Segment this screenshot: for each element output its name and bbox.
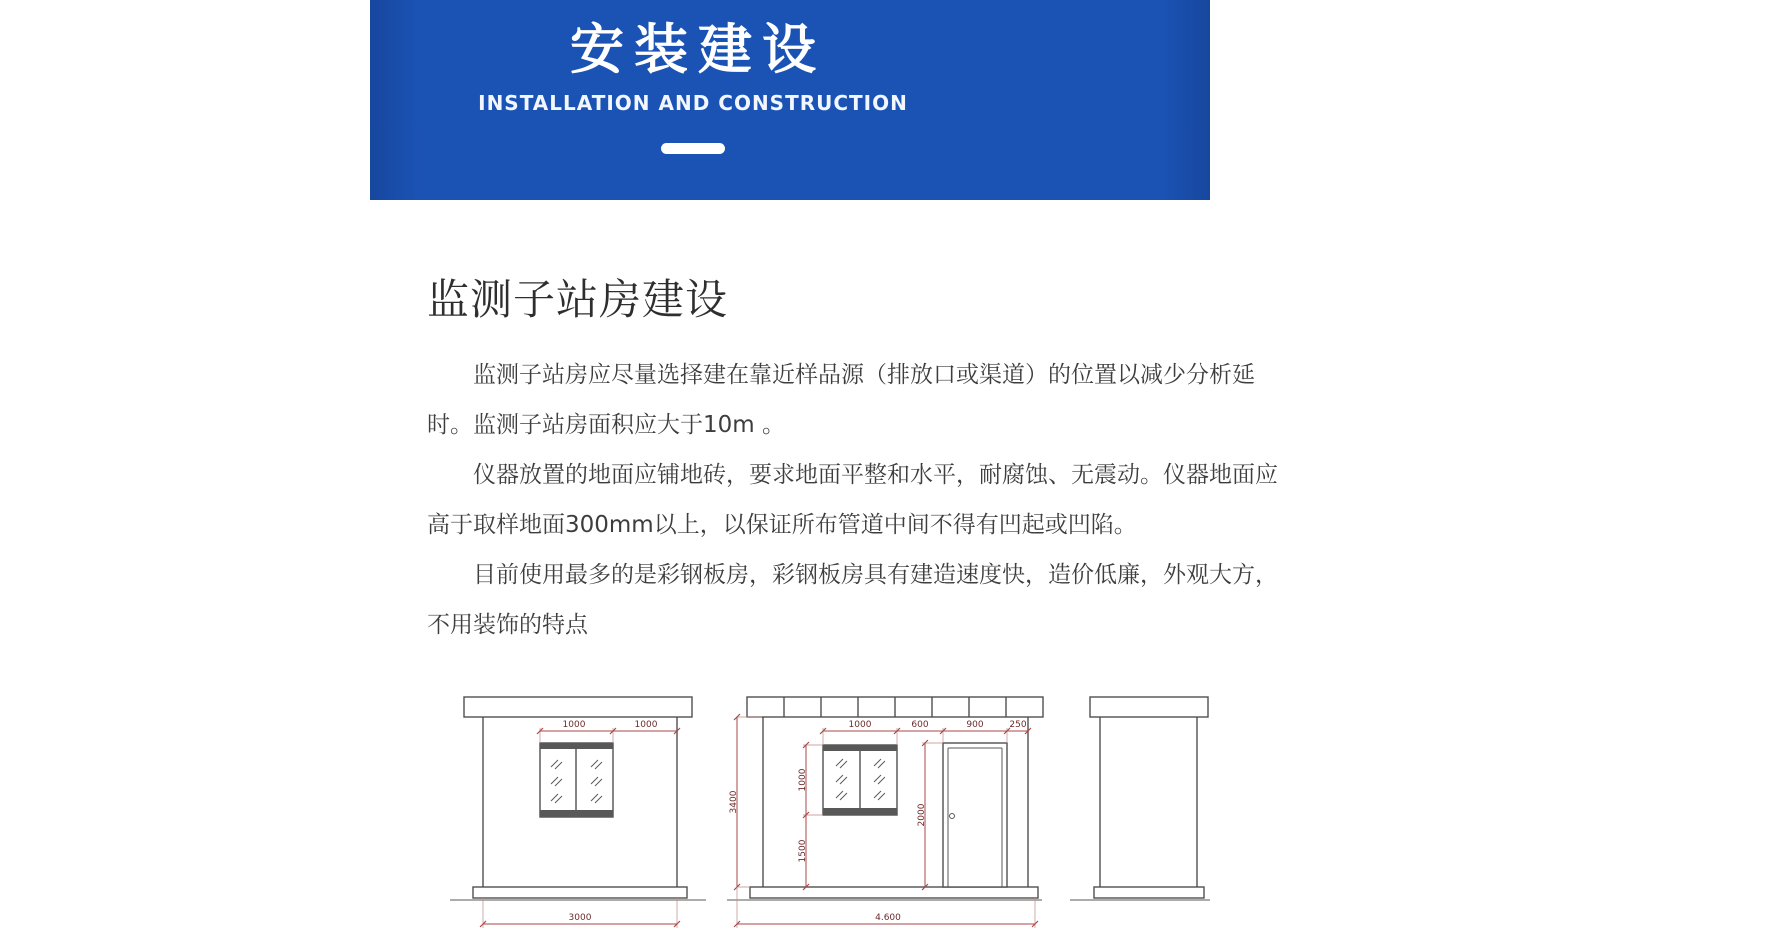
base-slab: [750, 887, 1038, 898]
window: [540, 743, 613, 817]
dim-label: 600: [911, 720, 929, 730]
walls: [1100, 717, 1197, 887]
elevation-drawing-front: [727, 697, 1043, 928]
technical-drawings: [440, 690, 1230, 943]
body-text: [427, 350, 1347, 650]
banner-content: [370, 0, 1016, 200]
base-slab: [1094, 887, 1204, 898]
divider-bar: [661, 143, 725, 154]
text-line: 高于取样地面300mm以上，以保证所布管道中间不得有凹起或凹陷。: [427, 512, 1137, 538]
banner-title: 安装建设: [570, 18, 826, 81]
dim-label: 1000: [634, 720, 658, 730]
text-line: 目前使用最多的是彩钢板房，彩钢板房具有建造速度快，造价低廉，外观大方，: [427, 562, 1278, 588]
header-banner: [370, 0, 1210, 200]
text-line: 时。监测子站房面积应大于10m 。: [427, 412, 785, 438]
section-heading: 监测子站房建设: [427, 275, 729, 324]
dim-label: 4.600: [875, 913, 901, 923]
door: [943, 743, 1007, 887]
dim-label: 1500: [798, 839, 808, 863]
roof-slab: [1090, 697, 1208, 717]
dim-label: 3000: [568, 913, 592, 923]
dim-label: 1000: [798, 768, 808, 792]
dim-label: 3400: [729, 790, 739, 814]
elevation-drawing-left: [450, 697, 706, 928]
text-line: 监测子站房应尽量选择建在靠近样品源（排放口或渠道）的位置以减少分析延: [427, 362, 1255, 388]
elevation-drawing-side: [1070, 697, 1210, 900]
text-line: 不用装饰的特点: [427, 612, 588, 638]
base-slab: [473, 887, 687, 898]
dim-label: 1000: [562, 720, 586, 730]
banner-subtitle: INSTALLATION AND CONSTRUCTION: [478, 90, 908, 115]
dim-label: 2000: [917, 803, 927, 827]
text-line: 仪器放置的地面应铺地砖，要求地面平整和水平，耐腐蚀、无震动。仪器地面应: [427, 462, 1278, 488]
dim-label: 250: [1009, 720, 1027, 730]
roof-slab: [464, 697, 692, 717]
window: [823, 745, 897, 815]
dim-label: 900: [966, 720, 984, 730]
dim-label: 1000: [848, 720, 872, 730]
